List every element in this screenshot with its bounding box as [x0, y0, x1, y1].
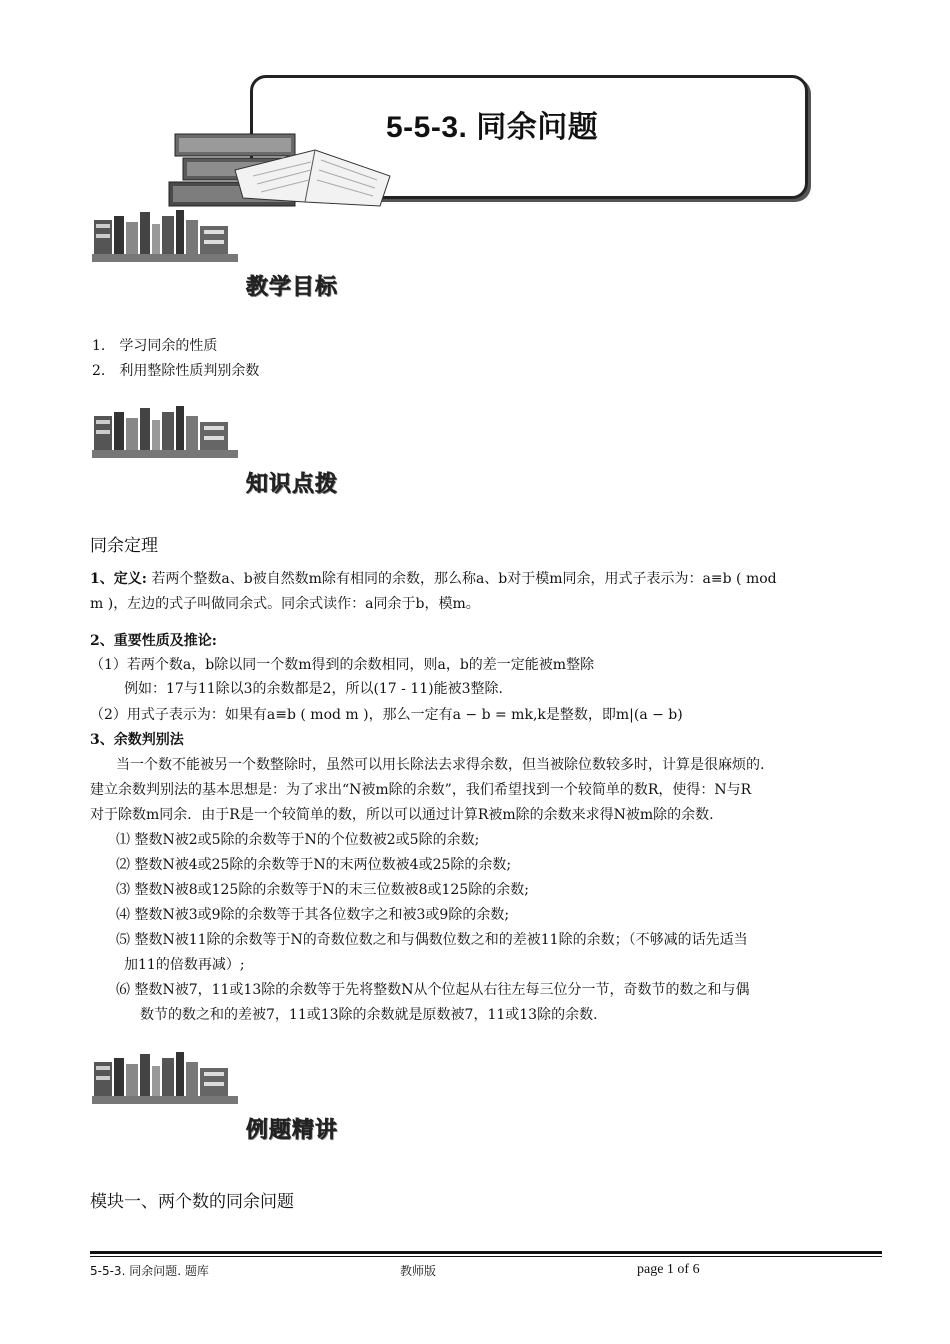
remainder-label: 3、余数判别法	[90, 732, 184, 748]
property-1-example: 例如：17与11除以3的余数都是2，所以(17 - 11)能被3整除.	[124, 681, 503, 697]
goal-item: 1. 学习同余的性质	[92, 338, 218, 354]
section-heading-knowledge: 知识点拨	[246, 472, 339, 497]
section-heading-examples: 例题精讲	[246, 1118, 339, 1143]
rule-item-continued: 加11的倍数再减）;	[124, 957, 245, 973]
rule-item: ⑷ 整数N被3或9除的余数等于其各位数字之和被3或9除的余数;	[116, 907, 510, 923]
footer-divider	[90, 1251, 882, 1254]
footer-page-number: page 1 of 6	[637, 1262, 700, 1277]
books-illustration	[165, 128, 395, 210]
knowledge-title: 同余定理	[90, 536, 158, 556]
definition-text: 若两个整数a、b被自然数m除有相同的余数，那么称a、b对于模m同余，用式子表示为：a≡b ( mod	[151, 571, 777, 587]
module-title: 模块一、两个数的同余问题	[90, 1192, 294, 1212]
rule-item: ⑶ 整数N被8或125除的余数等于N的末三位数被8或125除的余数;	[116, 882, 529, 898]
bookshelf-banner-icon	[90, 208, 240, 266]
rule-item: ⑴ 整数N被2或5除的余数等于N的个位数被2或5除的余数;	[116, 832, 480, 848]
section-heading-goals: 教学目标	[246, 275, 339, 300]
definition-line	[90, 567, 890, 591]
footer-left: 5-5-3. 同余问题. 题库	[90, 1264, 209, 1278]
property-1: （1）若两个数a，b除以同一个数m得到的余数相同，则a，b的差一定能被m整除	[90, 657, 595, 673]
footer-divider	[90, 1256, 882, 1257]
property-label: 2、重要性质及推论:	[90, 633, 217, 649]
remainder-paragraph: 建立余数判别法的基本思想是：为了求出“N被m除的余数”，我们希望找到一个较简单的数R，使得：N与R	[90, 782, 752, 798]
remainder-paragraph: 对于除数m同余．由于R是一个较简单的数，所以可以通过计算R被m除的余数来求得N被m除的余数.	[90, 807, 714, 823]
property-2: （2）用式子表示为：如果有a≡b ( mod m )，那么一定有a − b = mk,k是整数，即m|(a − b)	[90, 707, 683, 723]
rule-item: ⑹ 整数N被7，11或13除的余数等于先将整数N从个位起从右往左每三位分一节，奇数节的数之和与偶	[116, 982, 750, 998]
rule-item: ⑵ 整数N被4或25除的余数等于N的末两位数被4或25除的余数;	[116, 857, 512, 873]
rule-item-continued: 数节的数之和的差被7，11或13除的余数就是原数被7，11或13除的余数.	[140, 1007, 598, 1023]
footer-center: 教师版	[400, 1264, 437, 1278]
definition-label: 1、定义:	[90, 571, 147, 587]
bookshelf-banner-icon	[90, 1050, 240, 1108]
definition-line-2: m )，左边的式子叫做同余式。同余式读作：a同余于b，模m。	[90, 596, 480, 612]
bookshelf-banner-icon	[90, 404, 240, 462]
remainder-paragraph: 当一个数不能被另一个数整除时，虽然可以用长除法去求得余数，但当被除位数较多时，计算是很麻烦的.	[116, 757, 765, 773]
rule-item: ⑸ 整数N被11除的余数等于N的奇数位数之和与偶数位数之和的差被11除的余数；（不够减的话先适当	[116, 932, 748, 948]
goal-item: 2. 利用整除性质判别余数	[92, 363, 260, 379]
page-title: 5-5-3. 同余问题	[386, 111, 599, 144]
